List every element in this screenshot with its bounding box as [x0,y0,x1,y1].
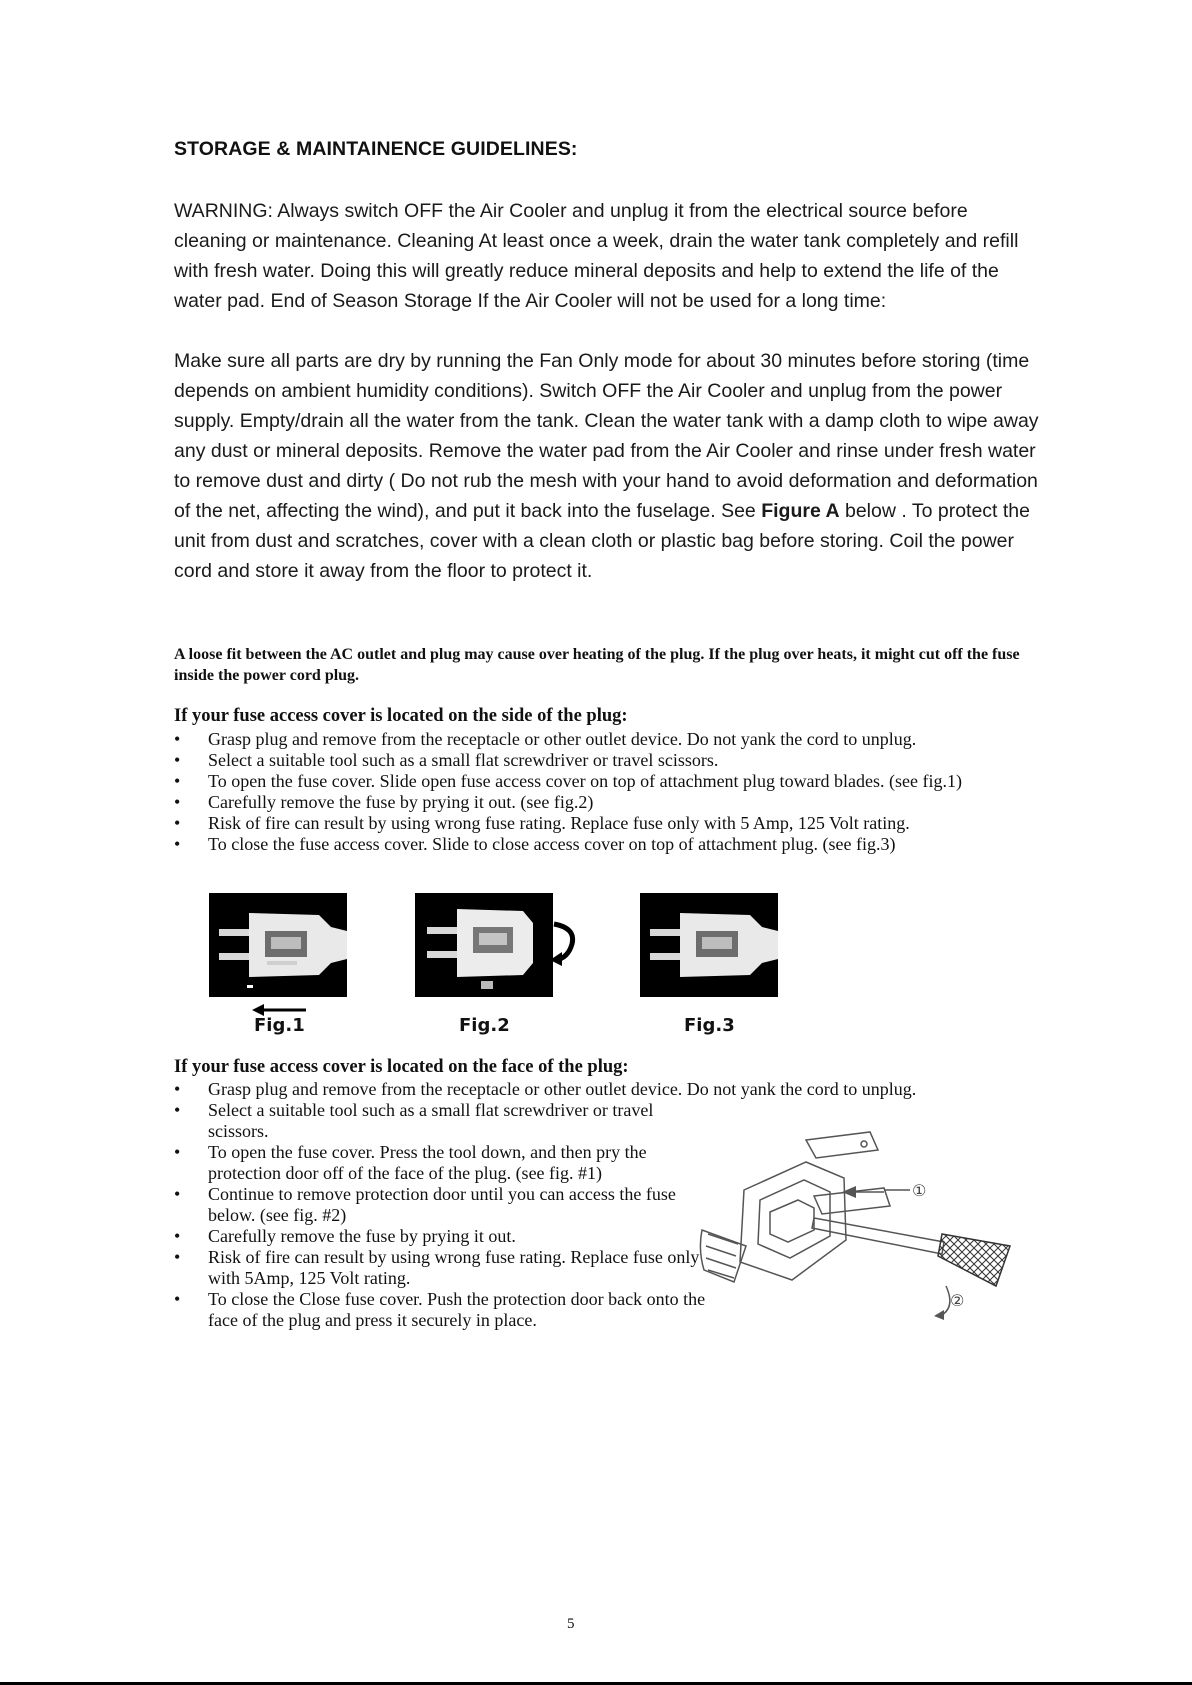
face-cover-heading: If your fuse access cover is located on the face of the plug: [174,1057,629,1077]
fig1-photo [209,893,347,997]
list-item: • To open the fuse cover. Press the tool down, and then pry the protection door off of the face of the plug. (see fig. #1) [174,1142,718,1184]
fuse-warning-note: A loose fit between the AC outlet and plug may cause over heating of the plug. If the plug over heats, it might cut off the fuse inside the power cord plug. [174,646,1020,684]
fig2-label: Fig.2 [459,1015,510,1036]
list-item: • Select a suitable tool such as a small flat screwdriver or travel scissors. [174,1100,718,1142]
page-number: 5 [567,1616,575,1632]
list-item: • Carefully remove the fuse by prying it out. [174,1226,718,1247]
list-item: • Select a suitable tool such as a small flat screwdriver or travel scissors. [174,750,1054,771]
page-heading: STORAGE & MAINTAINENCE GUIDELINES: [174,138,578,160]
list-item: • Carefully remove the fuse by prying it out. (see fig.2) [174,792,1054,813]
list-item: • Risk of fire can result by using wrong fuse rating. Replace fuse only with 5Amp, 125 Volt rating. [174,1247,718,1289]
storage-text-2: below . To protect the unit from dust and scratches, cover with a clean cloth or plastic bag before storing. Coil the power cord and store it away from the floor to protect it. [174,500,1030,582]
warning-paragraph: WARNING: Always switch OFF the Air Cooler and unplug it from the electrical source before cleaning or maintenance. Cleaning At least once a week, drain the water tank completely and refill with fresh water. Doing this will greatly reduce mineral deposits and help to extend the life of the water pad. End of Season Storage If the Air Cooler will not be used for a long time: [174,200,1019,312]
plug-fuse-diagram [694,1120,1034,1320]
list-item: • Risk of fire can result by using wrong fuse rating. Replace fuse only with 5 Amp, 125 Volt rating. [174,813,1054,834]
storage-paragraph [174,346,1044,586]
fig3-label: Fig.3 [684,1015,735,1036]
rotate-arrow-icon [550,920,578,966]
callout-1: ① [912,1181,927,1200]
fig2-photo [415,893,553,997]
list-item: • To close the fuse access cover. Slide to close access cover on top of attachment plug. (see fig.3) [174,834,1054,855]
storage-text-1: Make sure all parts are dry by running the Fan Only mode for about 30 minutes before storing (time depends on ambient humidity conditions). Switch OFF the Air Cooler and unplug from the power supply. Empty/drain all the water from the tank. Clean the water tank with a damp cloth to wipe away any dust or mineral deposits. Remove the water pad from the Air Cooler and rinse under fresh water to remove dust and dirty ( Do not rub the mesh with your hand to avoid deformation and deformation of the net, affecting the wind), and put it back into the fuselage. See [174,350,1039,522]
list-item: • To open the fuse cover. Slide open fuse access cover on top of attachment plug toward blades. (see fig.1) [174,771,1054,792]
list-item: • Grasp plug and remove from the receptacle or other outlet device. Do not yank the cord to unplug. [174,1079,1054,1100]
list-item: • To close the Close fuse cover. Push the protection door back onto the face of the plug and press it securely in place. [174,1289,718,1331]
figure-a-reference: Figure A [761,500,840,522]
fig1-label: Fig.1 [254,1015,305,1036]
side-cover-steps [174,729,1054,855]
callout-2: ② [950,1291,965,1310]
list-item: • Continue to remove protection door until you can access the fuse below. (see fig. #2) [174,1184,718,1226]
list-item: • Grasp plug and remove from the receptacle or other outlet device. Do not yank the cord to unplug. [174,729,1054,750]
fig3-photo [640,893,778,997]
side-cover-heading: If your fuse access cover is located on the side of the plug: [174,706,628,726]
